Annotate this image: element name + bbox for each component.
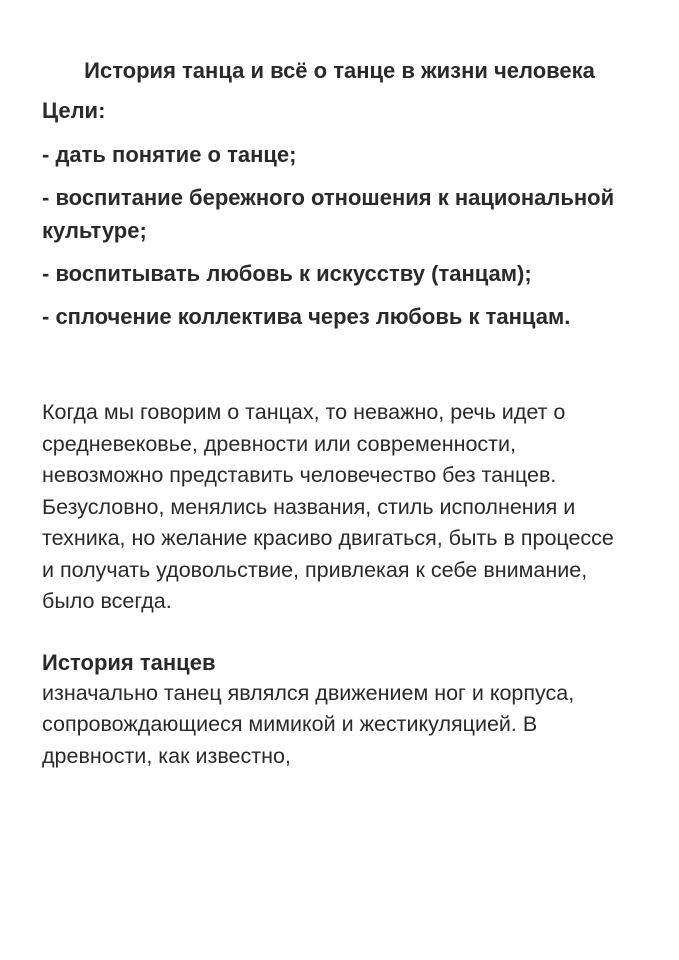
section-heading: История танцев — [42, 649, 216, 675]
goal-item: - дать понятие о танце; — [42, 142, 297, 167]
goal-item: - воспитание бережного отношения к национальной культуре; — [42, 185, 615, 243]
goals-heading: Цели: — [42, 98, 106, 123]
goal-item: - сплочение коллектива через любовь к танцам. — [42, 304, 571, 329]
goals-list — [42, 138, 637, 333]
section-paragraph: изначально танец являлся движением ног и корпуса, сопровождающиеся мимикой и жестикуляцией. В древности, как известно, — [42, 680, 575, 768]
intro-paragraph: Когда мы говорим о танцах, то неважно, речь идет о средневековье, древности или современности, невозможно представить человечество без танцев. Безусловно, менялись названия, стиль исполнения и техника, но желание красиво двигаться, быть в процессе и получать удовольствие, привлекая к себе внимание, было всегда. — [42, 400, 614, 613]
document-title: История танца и всё о танце в жизни человека — [84, 58, 595, 83]
goal-item: - воспитывать любовь к искусству (танцам); — [42, 261, 532, 286]
